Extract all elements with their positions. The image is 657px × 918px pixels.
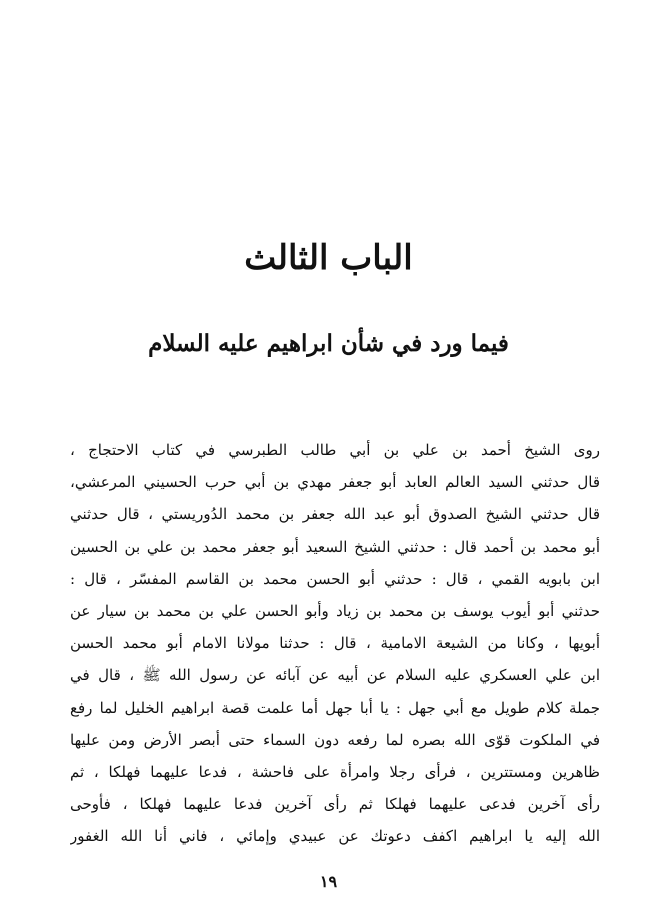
text-line: ابن علي العسكري عليه السلام عن أبيه عن آبائه عن رسول الله ﷺ ، قال في <box>70 666 600 685</box>
text-line: أبو محمد بن أحمد قال : حدثني الشيخ السعيد أبو جعفر محمد بن علي بن الحسين <box>70 537 600 556</box>
text-line: أبويها ، وكانا من الشيعة الامامية ، قال : حدثنا مولانا الامام أبو محمد الحسن <box>70 634 600 653</box>
text-line: الله إليه يا ابراهيم اكفف دعوتك عن عبيدي وإمائي ، فاني أنا الله الغفور <box>70 827 600 846</box>
chapter-title: الباب الثالث <box>244 238 413 278</box>
text-line: قال حدثني الشيخ الصدوق أبو عبد الله جعفر بن محمد الدُوريستي ، قال حدثني <box>70 505 600 524</box>
page-number: ١٩ <box>319 872 338 891</box>
text-line: ظاهرين ومستترين ، فرأى رجلا وامرأة على فاحشة ، فدعا عليهما فهلكا ، ثم <box>70 762 600 781</box>
text-line: رأى آخرين فدعى عليهما فهلكا ثم رأى آخرين فدعا عليهما فهلكا ، فأوحى <box>70 795 600 814</box>
text-line: حدثني أبو أيوب يوسف بن محمد بن زياد وأبو الحسن علي بن محمد بن سيار عن <box>70 601 600 620</box>
text-line: ابن بابويه القمي ، قال : حدثني أبو الحسن محمد بن القاسم المفسّر ، قال : <box>70 569 600 588</box>
chapter-subtitle: فيما ورد في شأن ابراهيم عليه السلام <box>148 330 509 357</box>
text-line: قال حدثني السيد العالم العابد أبو جعفر مهدي بن أبي حرب الحسيني المرعشي، <box>70 473 600 492</box>
text-line: جملة كلام طويل مع أبي جهل : يا أبا جهل أما علمت قصة ابراهيم الخليل لما رفع <box>70 698 600 717</box>
text-line: روى الشيخ أحمد بن علي بن أبي طالب الطبرسي في كتاب الاحتجاج ، <box>70 441 600 459</box>
text-line: في الملكوت قوّى الله بصره لما رفعه دون السماء حتى أبصر الأرض ومن عليها <box>70 730 600 749</box>
body-text <box>70 434 600 852</box>
